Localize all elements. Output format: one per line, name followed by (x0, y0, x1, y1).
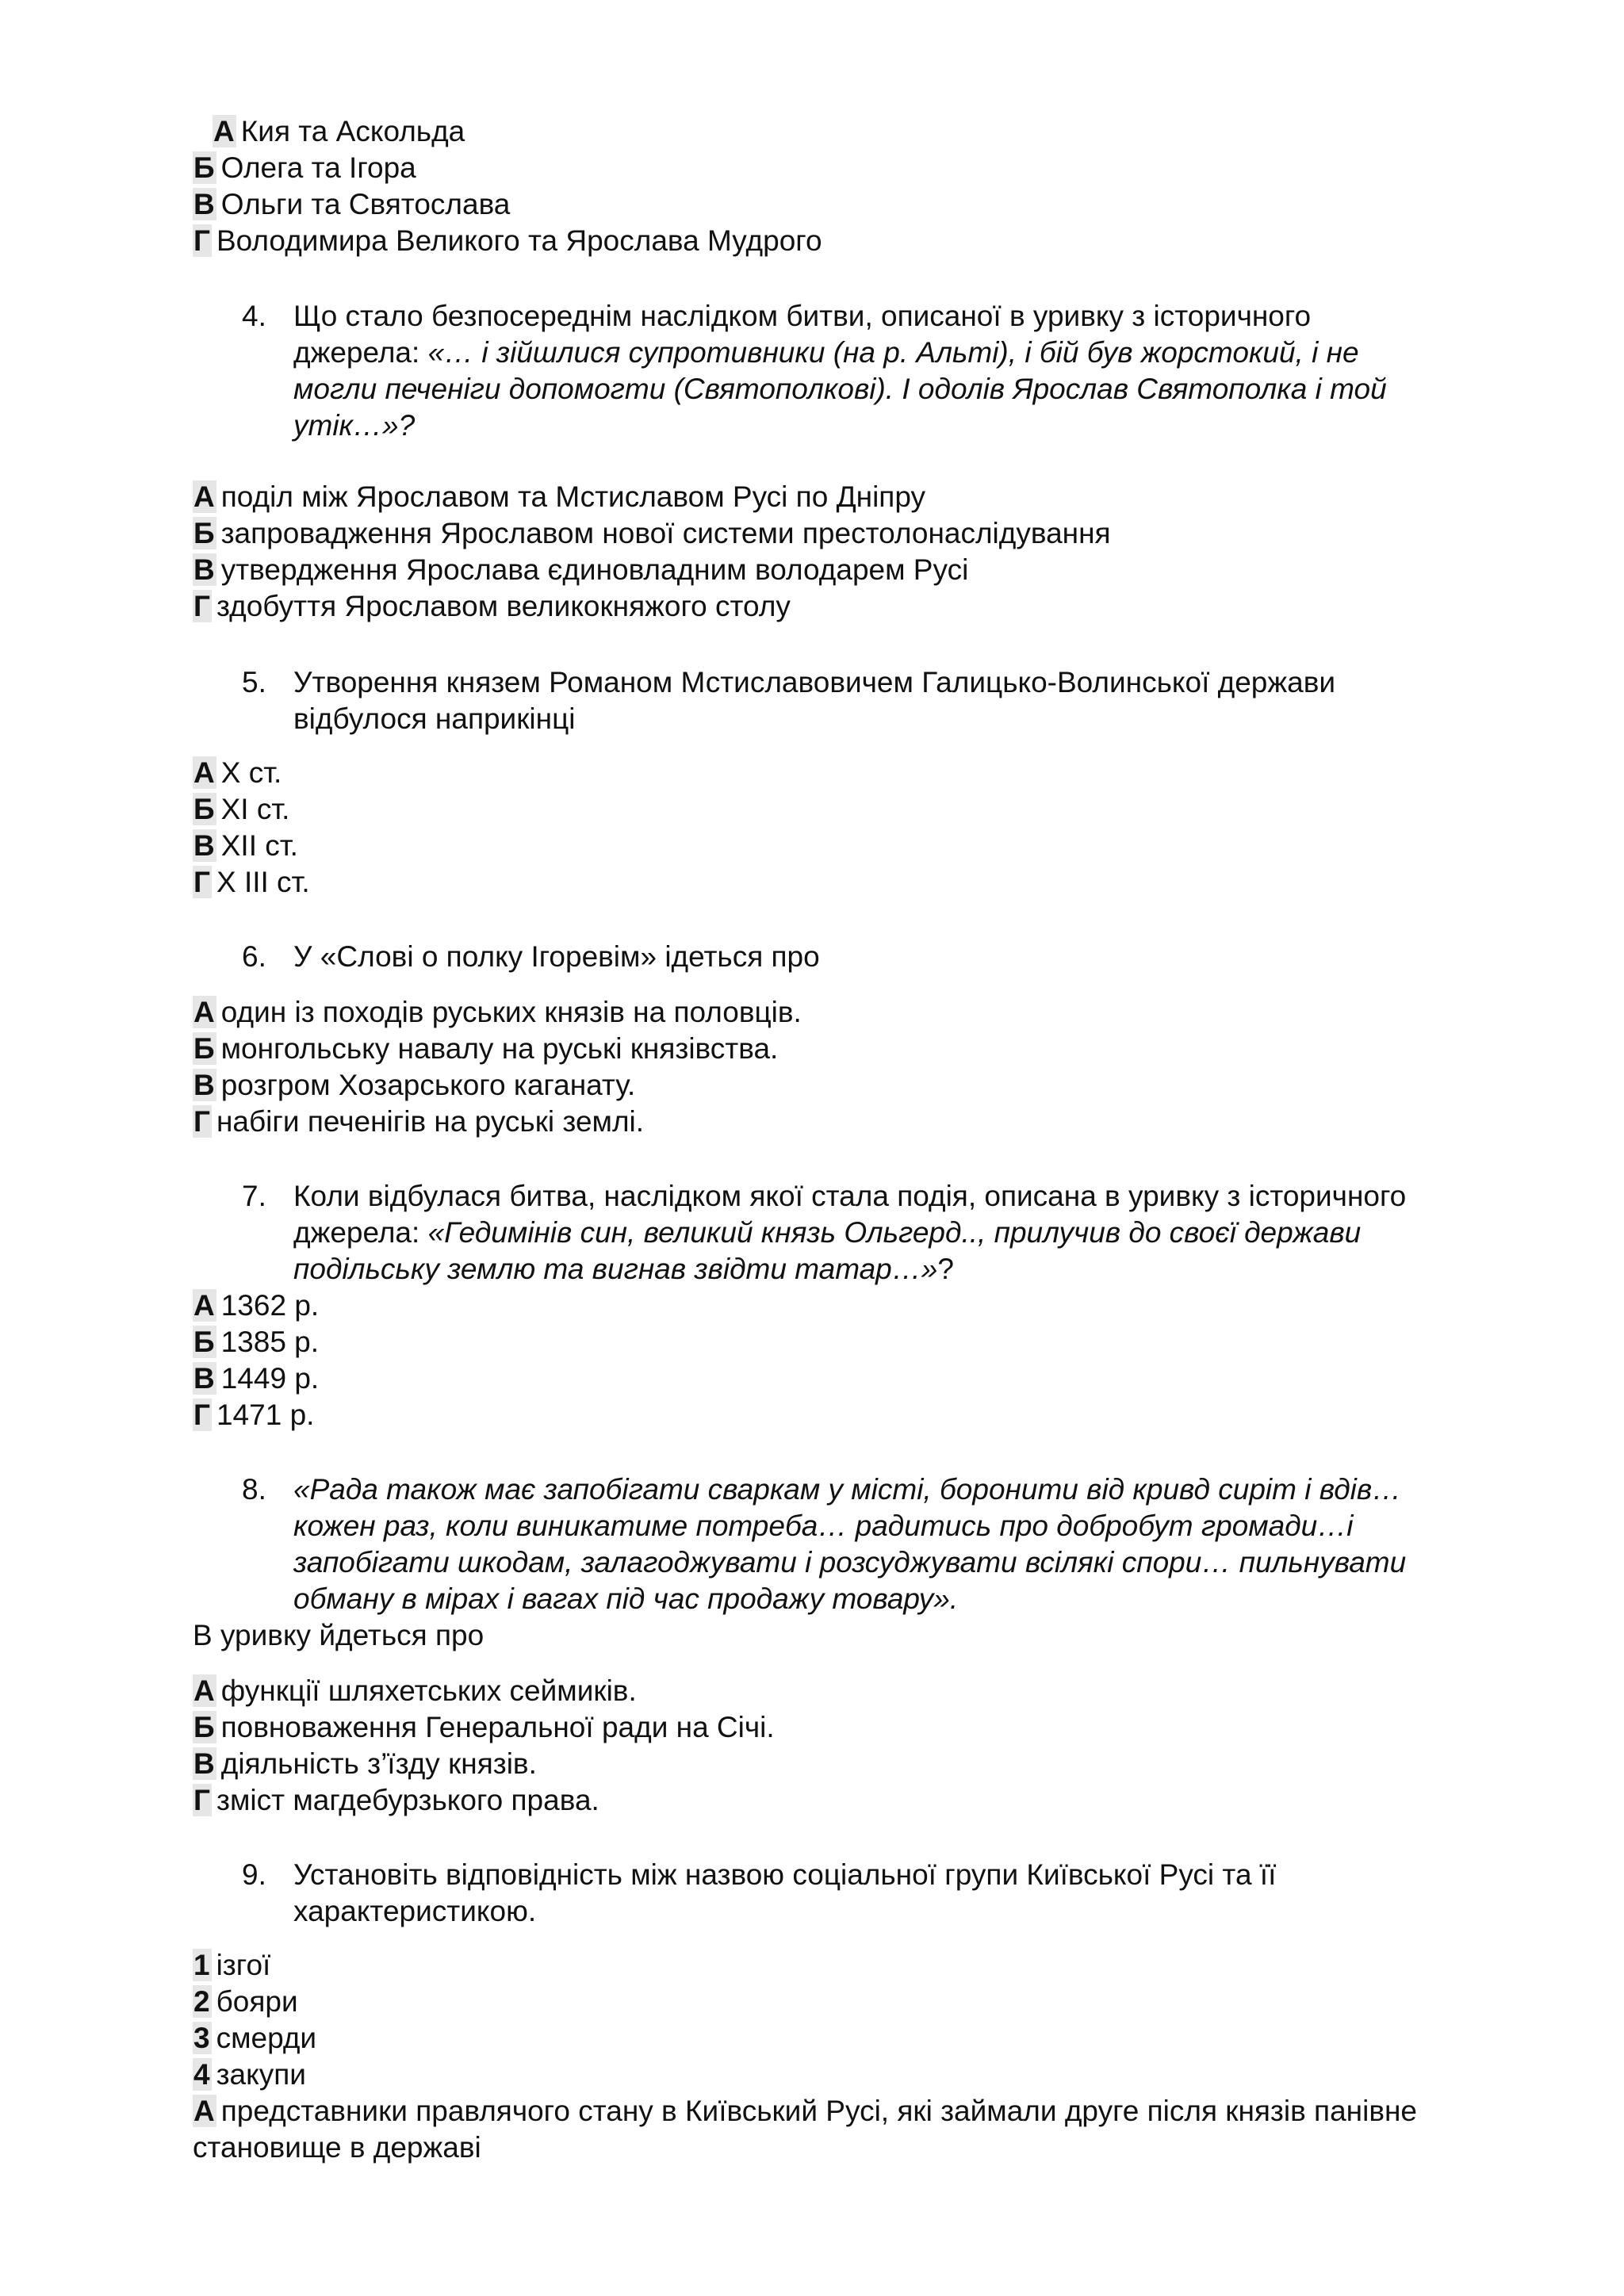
item-number: 4 (193, 2058, 210, 2091)
q4-option-d (193, 588, 791, 625)
q9-answer-a (193, 2093, 1417, 2130)
quote-text: «Гедимінів син, великий князь Ольгерд.., прилучив до своєї держави (427, 1216, 1362, 1249)
question-text (293, 298, 1487, 444)
option-letter: А (193, 756, 215, 789)
option-text: набіги печенігів на руські землі. (216, 1105, 645, 1138)
question-line (293, 335, 1487, 371)
question-number: 8. (242, 1473, 266, 1506)
option-text: XII ст. (220, 829, 298, 862)
option-letter: В (193, 553, 215, 586)
quote-text: подільську землю та вигнав звідти татар…» (293, 1253, 938, 1285)
question-number: 9. (242, 1858, 266, 1891)
question-line (293, 298, 1487, 335)
option-letter: Г (193, 866, 210, 898)
question-number: 7. (242, 1180, 266, 1212)
q3-option-d (193, 223, 822, 259)
question-line: характеристикою. (293, 1895, 537, 1927)
question-number: 6. (242, 940, 266, 973)
item-number: 1 (193, 1949, 210, 1981)
question-line (293, 1251, 1487, 1288)
option-text: X III ст. (216, 866, 310, 898)
question-line (293, 371, 1487, 408)
option-text: запровадження Ярославом нової системи престолонаслідування (220, 517, 1111, 549)
option-letter: В (193, 1747, 215, 1780)
option-letter: В (193, 1362, 215, 1395)
q8-option-c (193, 1746, 537, 1782)
option-letter: Г (193, 1784, 210, 1816)
item-number: 3 (193, 2022, 210, 2054)
item-text: бояри (216, 1985, 298, 2018)
item-text: смерди (216, 2022, 317, 2054)
q7-option-b (193, 1324, 319, 1360)
option-text: XI ст. (220, 793, 290, 825)
option-text: Олега та Ігора (220, 151, 416, 184)
option-letter: А (193, 996, 215, 1028)
quote-line: обману в мірах і вагах під час продажу товару». (293, 1582, 959, 1615)
quote-text: могли печеніги допомогти (Святополкові). І одолів Ярослав Святополка і той (293, 373, 1387, 405)
option-text: розгром Хозарського каганату. (220, 1069, 636, 1101)
option-letter: Б (193, 1711, 215, 1743)
item-number: 2 (193, 1985, 210, 2018)
q4-option-c (193, 552, 968, 588)
question-text (293, 939, 1487, 975)
question-line: Установіть відповідність між назвою соціальної групи Київської Русі та її (293, 1858, 1277, 1891)
q5-option-a (193, 755, 282, 791)
q8-option-a (193, 1673, 637, 1709)
question-line-text: джерела: (293, 1216, 428, 1249)
q8-option-b (193, 1709, 775, 1746)
q3-option-c (193, 186, 510, 223)
question-text (293, 664, 1487, 737)
q6-option-c (193, 1067, 635, 1104)
question-text (293, 1178, 1487, 1288)
question-line: У «Слові о полку Ігоревім» ідеться про (293, 940, 820, 973)
option-text: Володимира Великого та Ярослава Мудрого (216, 224, 822, 257)
option-text: функції шляхетських сеймиків. (220, 1674, 637, 1707)
q7-option-d (193, 1397, 314, 1433)
question-line: відбулося наприкінці (293, 702, 576, 735)
q5-option-b (193, 791, 289, 828)
q9-item-2 (193, 1984, 298, 2020)
q6-option-d (193, 1104, 644, 1140)
question-mark: ? (937, 1253, 954, 1285)
question-line-text: Що стало безпосереднім наслідком битви, описаної в уривку з історичного (293, 300, 1312, 332)
question-text (293, 1857, 1487, 1930)
option-text: Кия та Аскольда (240, 115, 465, 147)
question-line (293, 408, 1487, 444)
q3-option-a (213, 113, 465, 150)
option-text: 1449 р. (220, 1362, 320, 1395)
question-line-text: джерела: (293, 336, 428, 369)
q7-option-a (193, 1288, 319, 1324)
option-text: Ольги та Святослава (220, 188, 511, 220)
option-letter: Б (193, 1032, 215, 1065)
option-text: 1471 р. (216, 1399, 315, 1431)
option-letter: А (193, 480, 215, 513)
option-text: зміст магдебурзького права. (216, 1784, 599, 1816)
q9-item-3 (193, 2020, 316, 2057)
quote-line: кожен раз, коли виникатиме потреба… радитись про добробут громади…і (293, 1510, 1354, 1542)
option-letter: А (193, 1289, 215, 1322)
item-text: ізгої (216, 1949, 271, 1981)
quote-line: запобігати шкодам, залагоджувати і розсуджувати всілякі спори… пильнувати (293, 1546, 1407, 1578)
quote-text: утік…»? (293, 409, 416, 442)
q9-item-4 (193, 2057, 306, 2093)
q3-option-b (193, 150, 416, 186)
question-line: Коли відбулася битва, наслідком якої стала подія, описана в уривку з історичного (293, 1180, 1407, 1212)
option-letter: А (213, 115, 235, 147)
question-number: 4. (242, 300, 266, 332)
option-letter: Б (193, 517, 215, 549)
item-text: закупи (216, 2058, 306, 2091)
option-text: повноваження Генеральної ради на Січі. (220, 1711, 775, 1743)
q6-option-a (193, 994, 802, 1031)
option-text: утвердження Ярослава єдиновладним володарем Русі (220, 553, 969, 586)
option-letter: Г (193, 1399, 210, 1431)
option-letter: Г (193, 590, 210, 622)
q8-prompt: В уривку йдеться про (193, 1619, 485, 1651)
option-letter: А (193, 2095, 215, 2127)
option-letter: Б (193, 1326, 215, 1358)
option-text: X ст. (220, 756, 282, 789)
q9-answer-a-continuation: становище в державі (193, 2131, 481, 2164)
quote-text: «… і зійшлися супротивники (на р. Альті), і бій був жорстокий, і не (427, 336, 1359, 369)
q5-option-c (193, 828, 298, 864)
q9-item-1 (193, 1947, 270, 1984)
option-text: один із походів руських князів на половців. (220, 996, 802, 1028)
option-letter: Г (193, 1105, 210, 1138)
option-text: 1385 р. (220, 1326, 320, 1358)
q5-option-d (193, 864, 310, 901)
question-number: 5. (242, 666, 266, 698)
question-quote (293, 1471, 1487, 1617)
question-line: Утворення князем Романом Мстиславовичем Галицько-Волинської держави (293, 666, 1336, 698)
option-text: 1362 р. (220, 1289, 320, 1322)
q4-option-a (193, 479, 925, 515)
option-letter: В (193, 1069, 215, 1101)
option-letter: Б (193, 793, 215, 825)
option-text: діяльність з’їзду князів. (220, 1747, 537, 1780)
option-text: поділ між Ярославом та Мстиславом Русі по Дніпру (220, 480, 925, 513)
q6-option-b (193, 1031, 778, 1067)
question-line (293, 1215, 1487, 1251)
option-text: представники правлячого стану в Київський Русі, які займали друге після князів панівне (220, 2095, 1417, 2127)
option-letter: Б (193, 151, 215, 184)
q4-option-b (193, 515, 1111, 552)
q7-option-c (193, 1360, 319, 1397)
option-text: здобуття Ярославом великокняжого столу (216, 590, 791, 622)
option-letter: Г (193, 224, 210, 257)
option-letter: В (193, 188, 215, 220)
option-letter: А (193, 1674, 215, 1707)
option-text: монгольську навалу на руські князівства. (220, 1032, 779, 1065)
q8-option-d (193, 1782, 599, 1819)
quote-line: «Рада також має запобігати сваркам у місті, боронити від кривд сиріт і вдів… (293, 1473, 1402, 1506)
option-letter: В (193, 829, 215, 862)
